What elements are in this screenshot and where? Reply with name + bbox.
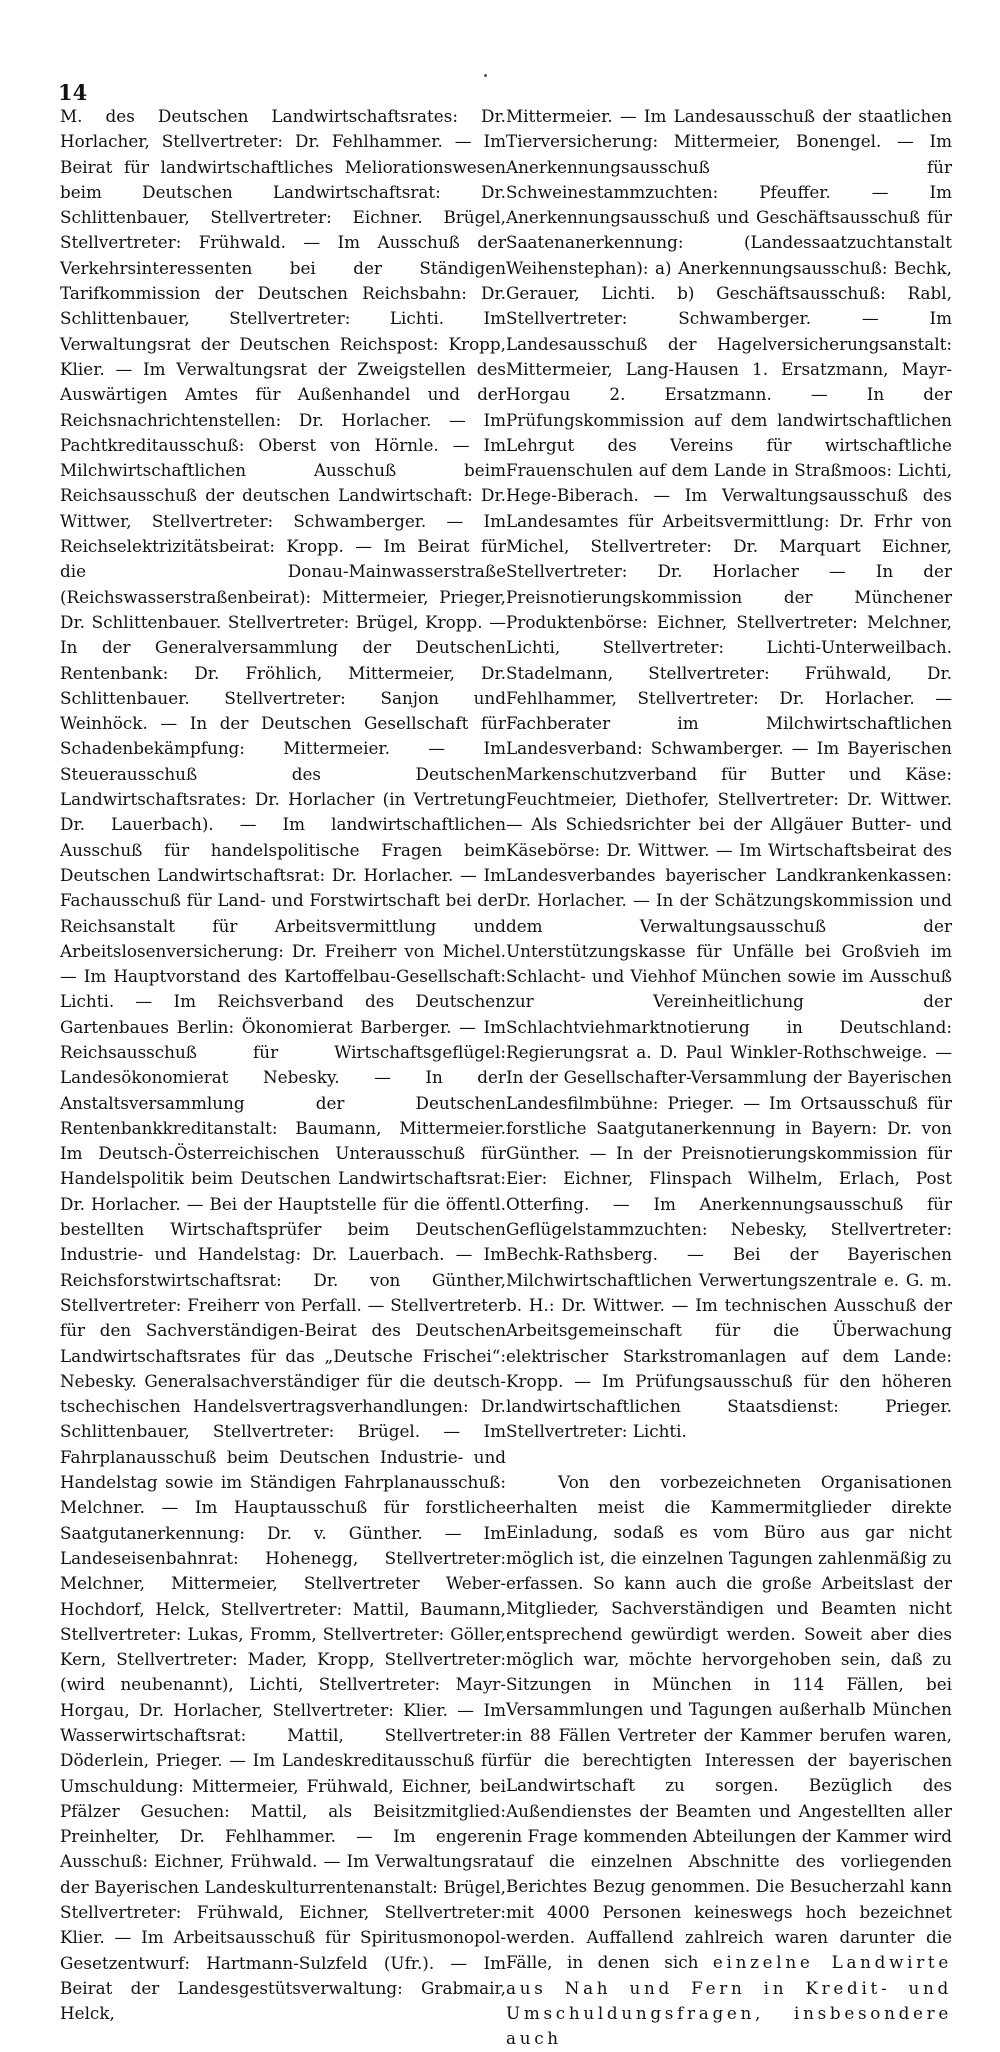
report-text: Von den vorbezeichneten Organisationen erhalten meist die Kammermitglieder direkte Einladung, sodaß es vom Büro aus gar nicht möglich ist, die einzelnen Tagungen zahlenmäßig zu erfassen. So kann auch die große Arbeitslast der Mitglieder, Sachverständigen und Beamten nicht entsprechend gewürdigt werden. Soweit aber dies möglich war, möchte hervorgehoben sein, daß zu Sitzungen in München in 114 Fällen, bei Versammlungen und Tagungen außerhalb München in 88 Fällen Vertreter der Kammer berufen waren, für die berechtigten Interessen der bayerischen Landwirtschaft zu sorgen. Bezüglich des Außendienstes der Beamten und Angestellten aller in Frage kommenden Abteilungen der Kammer wird auf die einzelnen Abschnitte des vorliegenden Berichtes Bezug genommen. Die Besucherzahl kann mit 4000 Personen keineswegs hoch bezeichnet werden. Auffallend zahlreich waren darunter die Fälle, in denen sich — [506, 1471, 952, 1973]
left-column — [60, 104, 506, 2027]
report-text-spaced: einzelne Landwirte aus Nah und Fern in Kredit- und Umschuldungsfragen, insbesondere auch — [506, 1952, 952, 2049]
print-speck — [484, 74, 487, 77]
right-column — [506, 104, 952, 2052]
right-paragraph-report — [506, 1470, 952, 2052]
right-paragraph-committees: Mittermeier. — Im Landesausschuß der staatlichen Tierversicherung: Mittermeier, Bonengel. — Im Anerkennungsausschuß für Schweinestammzuchten: Pfeuffer. — Im Anerkennungsausschuß und Geschäftsausschuß für Saatenanerkennung: (Landessaatzuchtanstalt Weihenstephan): a) Anerkennungsausschuß: Bechk, Gerauer, Lichti. b) Geschäftsausschuß: Rabl, Stellvertreter: Schwamberger. — Im Landesausschuß der Hagelversicherungsanstalt: Mittermeier, Lang-Hausen 1. Ersatzmann, Mayr-Horgau 2. Ersatzmann. — In der Prüfungskommission auf dem landwirtschaftlichen Lehrgut des Vereins für wirtschaftliche Frauenschulen auf dem Lande in Straßmoos: Lichti, Hege-Biberach. — Im Verwaltungsausschuß des Landesamtes für Arbeitsvermittlung: Dr. Frhr von Michel, Stellvertreter: Dr. Marquart Eichner, Stellvertreter: Dr. Horlacher — In der Preisnotierungskommission der Münchener Produktenbörse: Eichner, Stellvertreter: Melchner, Lichti, Stellvertreter: Lichti-Unterweilbach. Stadelmann, Stellvertreter: Frühwald, Dr. Fehlhammer, Stellvertreter: Dr. Horlacher. — Fachberater im Milchwirtschaftlichen Landesverband: Schwamberger. — Im Bayerischen Markenschutzverband für Butter und Käse: Feuchtmeier, Diethofer, Stellvertreter: Dr. Wittwer. — Als Schiedsrichter bei der Allgäuer Butter- und Käsebörse: Dr. Wittwer. — Im Wirtschaftsbeirat des Landesverbandes bayerischer Landkrankenkassen: Dr. Horlacher. — In der Schätzungskommission und dem Verwaltungsausschuß der Unterstützungskasse für Unfälle bei Großvieh im Schlacht- und Viehhof München sowie im Ausschuß zur Vereinheitlichung der Schlachtviehmarktnotierung in Deutschland: Regierungsrat a. D. Paul Winkler-Rothschweige. — In der Gesellschafter-Versammlung der Bayerischen Landesfilmbühne: Prieger. — Im Ortsausschuß für forstliche Saatgutanerkennung in Bayern: Dr. von Günther. — In der Preisnotierungskommission für Eier: Eichner, Flinspach Wilhelm, Erlach, Post Otterfing. — Im Anerkennungsausschuß für Geflügelstammzuchten: Nebesky, Stellvertreter: Bechk-Rathsberg. — Bei der Bayerischen Milchwirtschaftlichen Verwertungszentrale e. G. m. b. H.: Dr. Wittwer. — Im technischen Ausschuß der Arbeitsgemeinschaft für die Überwachung elektrischer Starkstromanlagen auf dem Lande: Kropp. — Im Prüfungsausschuß für den höheren landwirtschaftlichen Staatsdienst: Prieger. Stellvertreter: Lichti. — [506, 106, 952, 1442]
left-column-text: M. des Deutschen Landwirtschaftsrates: Dr. Horlacher, Stellvertreter: Dr. Fehlhammer. — Im Beirat für landwirtschaftliches Meliorationswesen beim Deutschen Landwirtschaftsrat: Dr. Schlittenbauer, Stellvertreter: Eichner. Brügel, Stellvertreter: Frühwald. — Im Ausschuß der Verkehrsinteressenten bei der Ständigen Tarifkommission der Deutschen Reichsbahn: Dr. Schlittenbauer, Stellvertreter: Lichti. Im Verwaltungsrat der Deutschen Reichspost: Kropp, Klier. — Im Verwaltungsrat der Zweigstellen des Auswärtigen Amtes für Außenhandel und der Reichsnachrichtenstellen: Dr. Horlacher. — Im Pachtkreditausschuß: Oberst von Hörnle. — Im Milchwirtschaftlichen Ausschuß beim Reichsausschuß der deutschen Landwirtschaft: Dr. Wittwer, Stellvertreter: Schwamberger. — Im Reichselektrizitätsbeirat: Kropp. — Im Beirat für die Donau-Mainwasserstraße (Reichswasserstraßenbeirat): Mittermeier, Prieger, Dr. Schlittenbauer. Stellvertreter: Brügel, Kropp. — In der Generalversammlung der Deutschen Rentenbank: Dr. Fröhlich, Mittermeier, Dr. Schlittenbauer. Stellvertreter: Sanjon und Weinhöck. — In der Deutschen Gesellschaft für Schadenbekämpfung: Mittermeier. — Im Steuerausschuß des Deutschen Landwirtschaftsrates: Dr. Horlacher (in Vertretung Dr. Lauerbach). — Im landwirtschaftlichen Ausschuß für handelspolitische Fragen beim Deutschen Landwirtschaftsrat: Dr. Horlacher. — Im Fachausschuß für Land- und Forstwirtschaft bei der Reichsanstalt für Arbeitsvermittlung und Arbeitslosenversicherung: Dr. Freiherr von Michel. — Im Hauptvorstand des Kartoffelbau-Gesellschaft: Lichti. — Im Reichsverband des Deutschen Gartenbaues Berlin: Ökonomierat Barberger. — Im Reichsausschuß für Wirtschaftsgeflügel: Landesökonomierat Nebesky. — In der Anstaltsversammlung der Deutschen Rentenbankkreditanstalt: Baumann, Mittermeier. Im Deutsch-Österreichischen Unterausschuß für Handelspolitik beim Deutschen Landwirtschaftsrat: Dr. Horlacher. — Bei der Hauptstelle für die öffentl. bestellten Wirtschaftsprüfer beim Deutschen Industrie- und Handelstag: Dr. Lauerbach. — Im Reichsforstwirtschaftsrat: Dr. von Günther, Stellvertreter: Freiherr von Perfall. — Stellvertreter für den Sachverständigen-Beirat des Deutschen Landwirtschaftsrates für das „Deutsche Frischei“: Nebesky. Generalsachverständiger für die deutsch-tschechischen Handelsvertragsverhandlungen: Dr. Schlittenbauer, Stellvertreter: Brügel. — Im Fahrplanausschuß beim Deutschen Industrie- und Handelstag sowie im Ständigen Fahrplanausschuß: Melchner. — Im Hauptausschuß für forstliche Saatgutanerkennung: Dr. v. Günther. — Im Landeseisenbahnrat: Hohenegg, Stellvertreter: Melchner, Mittermeier, Stellvertreter Weber-Hochdorf, Helck, Stellvertreter: Mattil, Baumann, Stellvertreter: Lukas, Fromm, Stellvertreter: Göller, Kern, Stellvertreter: Mader, Kropp, Stellvertreter: (wird neubenannt), Lichti, Stellvertreter: Mayr-Horgau, Dr. Horlacher, Stellvertreter: Klier. — Im Wasserwirtschaftsrat: Mattil, Stellvertreter: Döderlein, Prieger. — Im Landeskreditausschuß für Umschuldung: Mittermeier, Frühwald, Eichner, bei Pfälzer Gesuchen: Mattil, als Beisitzmitglied: Preinhelter, Dr. Fehlhammer. — Im engeren Ausschuß: Eichner, Frühwald. — Im Verwaltungsrat der Bayerischen Landeskulturrentenanstalt: Brügel, Stellvertreter: Frühwald, Eichner, Stellvertreter: Klier. — Im Arbeitsausschuß für Spiritusmonopol-Gesetzentwurf: Hartmann-Sulzfeld (Ufr.). — Im Beirat der Landesgestütsverwaltung: Grabmair, Helck, — [60, 106, 506, 2024]
page-number: 14 — [58, 80, 88, 105]
